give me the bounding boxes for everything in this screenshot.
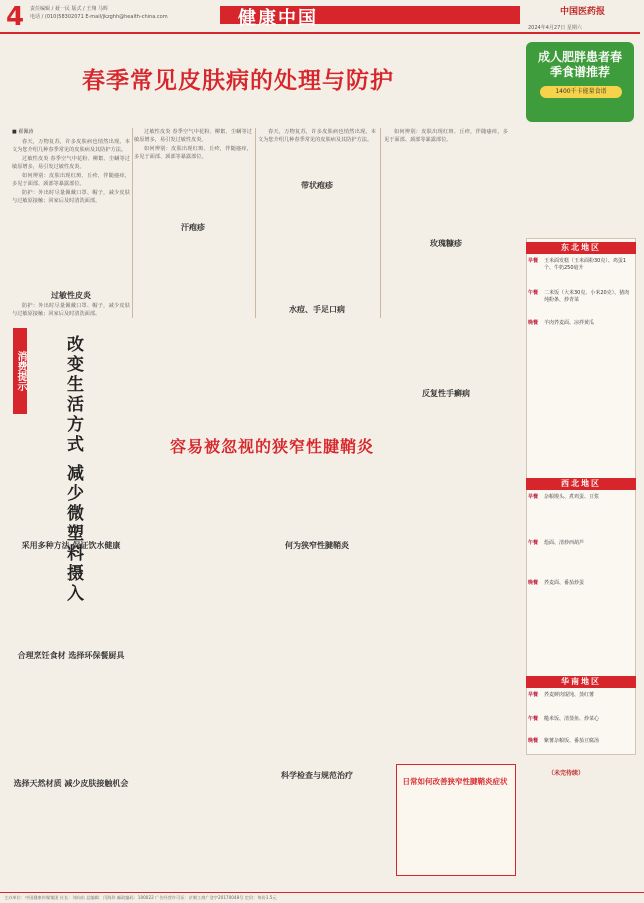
editor-info [30, 5, 168, 21]
meal-items: 玉米面发糕（玉米面粉30克）、鸡蛋1个、牛奶250毫升 [544, 258, 627, 271]
headline-microplastics: 改变生活方式 减少微塑料摄入 [63, 335, 83, 604]
subhead-treatment: 科学检查与规范治疗 [281, 771, 353, 780]
editor-line: 责任编辑 / 聂一民 版式 / 王翔 马辉 [30, 6, 108, 12]
paragraph: 防护：外出时尽量佩戴口罩、帽子，减少皮肤与过敏原接触；回家后及时清洗面部。 [12, 190, 130, 204]
meal-items: 二米饭（大米30克、小米20克）、猪肉炖粉条、炒青菜 [544, 290, 630, 303]
footer: 主办单位：中国健康传媒集团 社长：刘向东 总编辑：闫海珍 邮政编码：100022 广告经营许可证：京朝工商广登字20170048号 定价：每份1.5元 [0, 892, 644, 903]
contact-line: 电话 / (010)58302071 E-mail/jkzghh@health-china.com [30, 14, 168, 20]
meal-items: 荞麦面、番茄炒蛋 [544, 580, 585, 586]
article-column-1 [12, 138, 130, 248]
meal-items: 烩面、清炒西葫芦 [544, 540, 585, 546]
menu-row [528, 320, 632, 327]
meal-label: 午餐 [528, 540, 539, 546]
column-divider [132, 128, 133, 318]
subhead-pityriasis-rosea: 玫瑰糠疹 [430, 239, 462, 248]
meal-label: 晚餐 [528, 738, 539, 744]
consumer-tips-banner: 消费提示 [13, 328, 27, 414]
menu-row [528, 290, 632, 304]
menu-row [528, 540, 632, 547]
page-number: 4 [6, 2, 25, 32]
meal-label: 早餐 [528, 692, 539, 698]
meal-label: 午餐 [528, 716, 539, 722]
subhead-hand-tinea: 反复性手癣病 [422, 389, 470, 398]
region-header-south: 华南地区 [526, 676, 636, 688]
masthead-rule [0, 32, 640, 34]
paragraph: 如何辨别：皮肤出现红斑、丘疹，伴随瘙痒，多见于面部、颈部等暴露部位。 [384, 129, 508, 143]
paragraph: 防护：外出时尽量佩戴口罩、帽子，减少皮肤与过敏原接触；回家后及时清洗面部。 [12, 303, 130, 317]
diet-ad-title: 成人肥胖患者春季食谱推荐 [538, 50, 623, 79]
menu-row [528, 738, 632, 745]
article-column-3 [258, 128, 376, 178]
paragraph: 春天，万物复苏，许多皮肤病也悄然出现。本文为您介绍几种春季常见的皮肤病及其防护方法。 [258, 129, 376, 143]
paragraph: 如何辨别：皮肤出现红斑、丘疹，伴随瘙痒，多见于面部、颈部等暴露部位。 [12, 173, 130, 187]
article-column-1b [12, 302, 130, 317]
author: ■ 翟佩涛 [12, 129, 34, 135]
paragraph: 春天，万物复苏，许多皮肤病也悄然出现。本文为您介绍几种春季常见的皮肤病及其防护方法。 [12, 139, 130, 153]
subhead-drinking-water: 采用多种方法 保证饮水健康 [21, 541, 121, 550]
menu-row [528, 716, 632, 723]
meal-label: 早餐 [528, 258, 539, 264]
headline-tenosynovitis: 容易被忽视的狭窄性腱鞘炎 [170, 437, 375, 456]
meal-items: 杂粮馒头、煮鸡蛋、豆浆 [544, 494, 600, 500]
masthead [0, 0, 640, 32]
diet-ad-pill: 1400千卡能量食谱 [540, 86, 622, 98]
column-divider [380, 128, 381, 318]
subhead-cooking: 合理烹饪食材 选择环保餐厨具 [17, 651, 125, 660]
paragraph: 过敏性皮炎 春季空气中花粉、柳絮、尘螨等过敏原增多，易引发过敏性皮炎。 [12, 156, 130, 170]
meal-label: 午餐 [528, 290, 539, 296]
subhead-herpes-zoster: 带状疱疹 [301, 181, 333, 190]
menu-row [528, 258, 632, 272]
meal-items: 羊肉荞麦面、凉拌黄瓜 [544, 320, 595, 326]
article-column-4 [384, 128, 508, 228]
meal-items: 荞麦鲜肉馄饨、蒸红薯 [544, 692, 595, 698]
subhead-chickenpox: 水痘、手足口病 [289, 305, 345, 314]
issue-date: 2024年4月27日 星期六 [528, 25, 582, 31]
column-divider [255, 128, 256, 318]
meal-label: 早餐 [528, 494, 539, 500]
subhead-dyshidrosis: 汗疱疹 [181, 223, 205, 232]
subhead-natural-materials: 选择天然材质 减少皮肤接触机会 [13, 779, 129, 788]
meal-label: 晚餐 [528, 320, 539, 326]
meal-items: 紫薯杂粮饭、番茄豆腐汤 [544, 738, 600, 744]
paragraph: 过敏性皮炎 春季空气中花粉、柳絮、尘螨等过敏原增多，易引发过敏性皮炎。 [134, 129, 252, 143]
headline-skin-disease: 春季常见皮肤病的处理与防护 [82, 67, 394, 94]
newspaper-logo: 中国医药报 [560, 7, 606, 17]
region-header-northeast: 东北地区 [526, 242, 636, 254]
section-title: 健康中国 [238, 8, 318, 29]
meal-label: 晚餐 [528, 580, 539, 586]
subhead-what-is-tenosynovitis: 何为狭窄性腱鞘炎 [285, 541, 349, 550]
tips-box-title: 日常如何改善狭窄性腱鞘炎症状 [402, 777, 508, 786]
menu-row [528, 692, 632, 699]
to-be-continued: （未完待续） [548, 770, 585, 777]
region-header-northwest: 西北地区 [526, 478, 636, 490]
meal-items: 糙米饭、清蒸鱼、炒菜心 [544, 716, 600, 722]
menu-row [528, 580, 632, 587]
paragraph: 如何辨别：皮肤出现红斑、丘疹，伴随瘙痒，多见于面部、颈部等暴露部位。 [134, 146, 252, 160]
menu-row [528, 494, 632, 501]
subhead-allergic-dermatitis: 过敏性皮炎 [51, 291, 91, 300]
